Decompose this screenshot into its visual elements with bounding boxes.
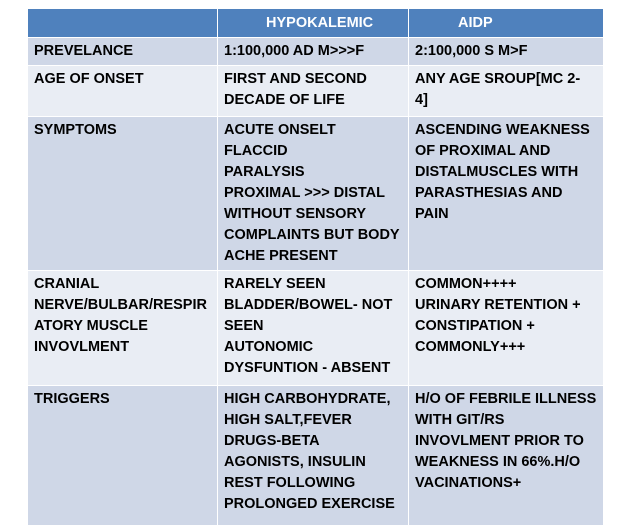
- header-aidp: AIDP: [409, 9, 604, 38]
- header-row: [28, 9, 604, 38]
- header-feature: [28, 9, 218, 38]
- table-row: [28, 117, 604, 271]
- table-row: [28, 66, 604, 117]
- aidp-cell: 2:100,000 S M>F: [409, 38, 604, 66]
- row-label: CRANIAL NERVE/BULBAR/RESPIR ATORY MUSCLE INVOVLMENT: [28, 271, 218, 386]
- hypokalemic-cell: 1:100,000 AD M>>>F: [218, 38, 409, 66]
- hypokalemic-cell: HIGH CARBOHYDRATE, HIGH SALT,FEVER DRUGS-BETA AGONISTS, INSULIN REST FOLLOWING PROLONGED EXERCISE: [218, 386, 409, 526]
- header-hypokalemic: HYPOKALEMIC: [218, 9, 409, 38]
- row-label: SYMPTOMS: [28, 117, 218, 271]
- row-label: PREVELANCE: [28, 38, 218, 66]
- row-label: AGE OF ONSET: [28, 66, 218, 117]
- comparison-grid: [27, 8, 604, 526]
- hypokalemic-cell: RARELY SEEN BLADDER/BOWEL- NOT SEEN AUTONOMIC DYSFUNTION - ABSENT: [218, 271, 409, 386]
- hypokalemic-cell: ACUTE ONSELT FLACCID PARALYSIS PROXIMAL >>> DISTAL WITHOUT SENSORY COMPLAINTS BUT BODY ACHE PRESENT: [218, 117, 409, 271]
- aidp-cell: ASCENDING WEAKNESS OF PROXIMAL AND DISTALMUSCLES WITH PARASTHESIAS AND PAIN: [409, 117, 604, 271]
- aidp-cell: ANY AGE SROUP[MC 2- 4]: [409, 66, 604, 117]
- aidp-cell: COMMON++++ URINARY RETENTION + CONSTIPATION + COMMONLY+++: [409, 271, 604, 386]
- hypokalemic-cell: FIRST AND SECOND DECADE OF LIFE: [218, 66, 409, 117]
- row-label: TRIGGERS: [28, 386, 218, 526]
- table-row: [28, 386, 604, 526]
- table-row: [28, 38, 604, 66]
- aidp-cell: H/O OF FEBRILE ILLNESS WITH GIT/RS INVOVLMENT PRIOR TO WEAKNESS IN 66%.H/O VACINATIONS+: [409, 386, 604, 526]
- comparison-table: [27, 8, 603, 512]
- table-row: [28, 271, 604, 386]
